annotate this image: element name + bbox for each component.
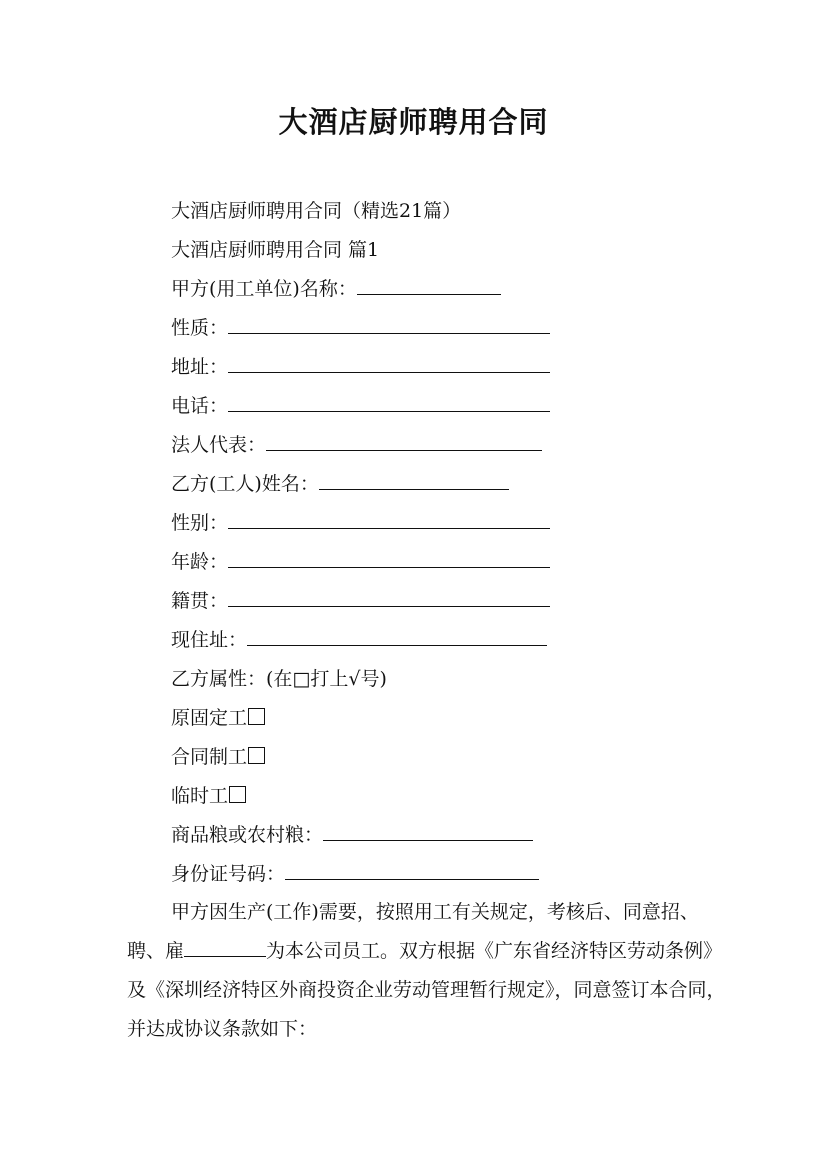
option-original-fixed-worker: [171, 705, 265, 731]
field-address: [171, 354, 550, 380]
field-label: 电话：: [171, 395, 229, 417]
section-heading: 大酒店厨师聘用合同 篇1: [171, 239, 380, 261]
option-temporary-worker: [171, 783, 246, 809]
fill-blank: [184, 938, 266, 957]
option-label: 原固定工: [171, 707, 248, 729]
field-label: 年龄：: [171, 551, 229, 573]
field-legal-representative: [171, 432, 542, 458]
field-label: 法人代表：: [171, 434, 267, 456]
fill-blank: [228, 354, 550, 373]
option-label: 合同制工: [171, 746, 248, 768]
paragraph-text-part2: 为本公司员工。双方根据《广东省经济特区劳动条例》及《深圳经济特区外商投资企业劳动管理暂行规定》，同意签订本合同，并达成协议条款如下：: [127, 940, 726, 1040]
fill-blank: [266, 432, 542, 451]
option-label: 临时工: [171, 785, 229, 807]
field-label: 身份证号码：: [171, 863, 286, 885]
field-label: 性别：: [171, 512, 229, 534]
field-label: 乙方(工人)姓名：: [171, 473, 319, 495]
fill-blank: [247, 627, 547, 646]
checkbox: [229, 786, 246, 803]
field-label: 籍贯：: [171, 590, 229, 612]
fill-blank: [319, 471, 509, 490]
fill-blank: [228, 549, 550, 568]
body-paragraph: [127, 893, 727, 1049]
fill-blank: [228, 588, 550, 607]
checkbox: [248, 708, 265, 725]
field-age: [171, 549, 550, 575]
paragraph-text-part1: 甲方因生产(工作)需要，按照用工有关规定，考核后、同意招、聘、雇: [127, 901, 699, 962]
field-label: 商品粮或农村粮：: [171, 824, 324, 846]
fill-blank: [323, 822, 533, 841]
fill-blank: [228, 393, 550, 412]
fill-blank: [285, 861, 539, 880]
fill-blank: [357, 276, 501, 295]
option-contract-worker: [171, 744, 265, 770]
checkbox: [248, 747, 265, 764]
field-employer-name: [171, 276, 501, 302]
fill-blank: [228, 510, 550, 529]
field-native-place: [171, 588, 550, 614]
attribute-label: 乙方属性：(在□打上√号): [171, 668, 387, 690]
field-label: 性质：: [171, 317, 229, 339]
field-grain-type: [171, 822, 533, 848]
field-label: 地址：: [171, 356, 229, 378]
document-title: 大酒店厨师聘用合同: [278, 105, 549, 139]
fill-blank: [228, 315, 550, 334]
document-subtitle: 大酒店厨师聘用合同（精选21篇）: [171, 200, 462, 222]
field-worker-name: [171, 471, 509, 497]
field-current-address: [171, 627, 547, 653]
field-label: 现住址：: [171, 629, 248, 651]
field-nature: [171, 315, 550, 341]
field-gender: [171, 510, 550, 536]
field-phone: [171, 393, 550, 419]
field-label: 甲方(用工单位)名称：: [171, 278, 357, 300]
field-id-number: [171, 861, 539, 887]
